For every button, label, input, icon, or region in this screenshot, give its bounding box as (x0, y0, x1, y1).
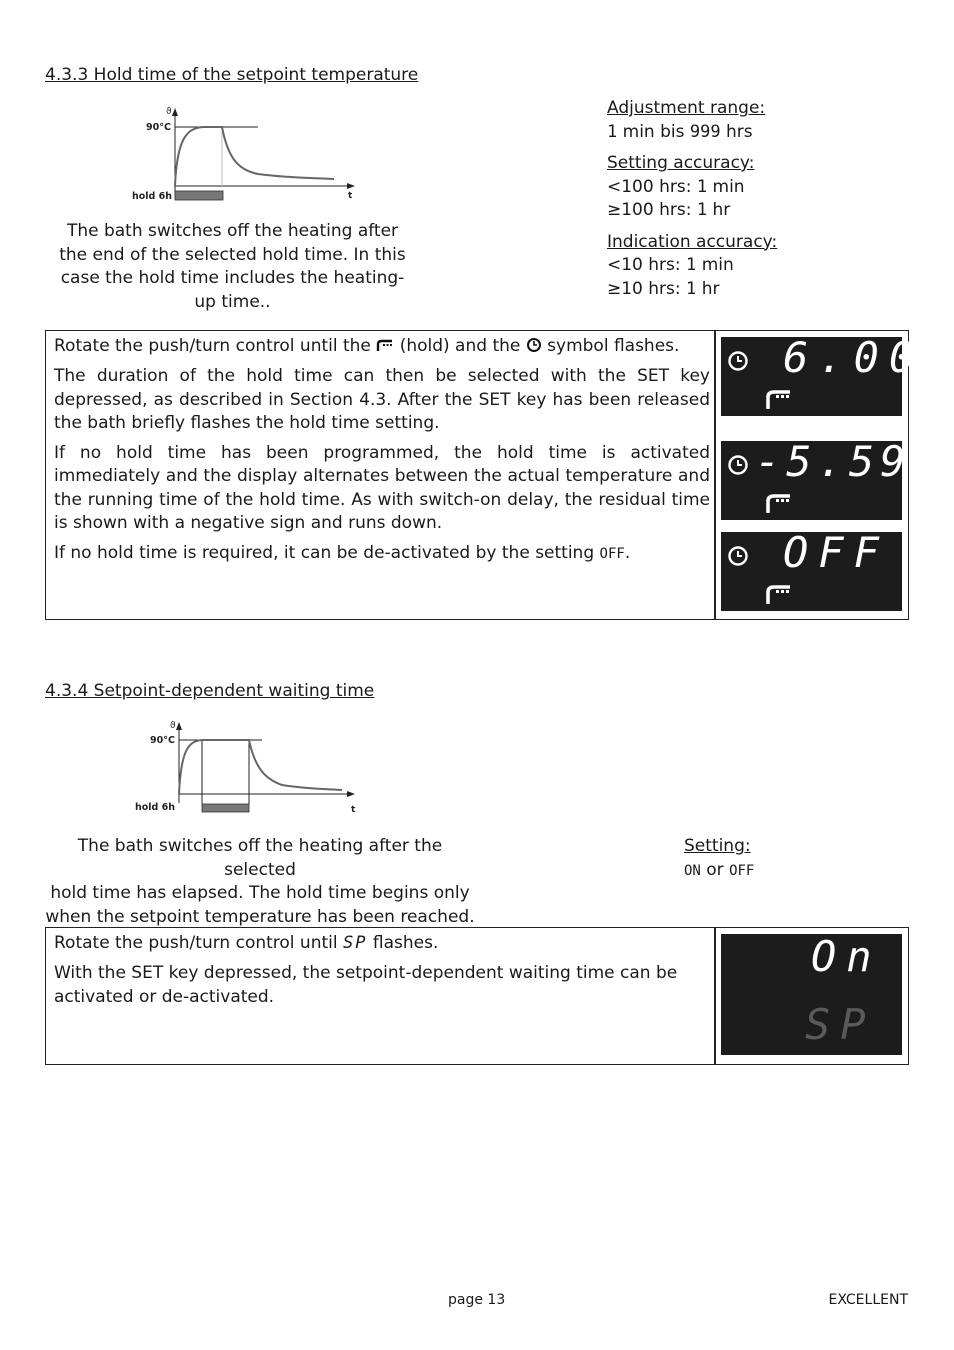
box-divider (714, 928, 716, 1064)
adjustment-range-title: Adjustment range: (607, 98, 766, 118)
graph-t-label: t (351, 805, 356, 815)
indication-accuracy-line1: <10 hrs: 1 min (607, 255, 734, 275)
instruction-rotate: Rotate the push/turn control until the (hold) and the symbol flashes. (54, 336, 680, 356)
graph-theta-label: ϑ (170, 721, 176, 731)
clock-icon (727, 350, 749, 372)
hold-icon (765, 582, 793, 606)
graph-hold-label: hold 6h (132, 191, 173, 202)
hold-time-instructions (54, 335, 710, 574)
setting-value: ON or OFF (684, 859, 755, 880)
instruction-duration: The duration of the hold time can then be selected with the SET key depressed, as described in Section 4.3. After the SET key has been released the bath briefly flashes the hold time setting. (54, 366, 710, 433)
display-value: -5.59 (755, 437, 912, 486)
graph-hold-label: hold 6h (135, 802, 176, 813)
hold-time-description: The bath switches off the heating after the end of the selected hold time. In this case the hold time includes the heating- up time.. (59, 221, 406, 312)
display-sp-on (721, 934, 902, 1055)
graph-temp-label: 90°C (150, 735, 175, 746)
adjustment-range-value: 1 min bis 999 hrs (607, 121, 753, 142)
display-value-top: On (811, 932, 882, 981)
hold-icon (376, 338, 394, 352)
setting-accuracy-title: Setting accuracy: (607, 153, 755, 173)
display-value: OFF (783, 528, 889, 577)
display-value-bottom: SP (805, 1000, 876, 1049)
clock-icon (727, 545, 749, 567)
hold-icon (765, 387, 793, 411)
setting-title: Setting: (684, 836, 751, 856)
instruction-deactivate: If no hold time is required, it can be de-activated by the setting OFF. (54, 543, 631, 564)
hold-time-graph (128, 100, 358, 205)
display-hold-off (721, 528, 902, 611)
indication-accuracy-line2: ≥10 hrs: 1 hr (607, 278, 720, 299)
display-hold-559 (721, 437, 912, 520)
product-name: EXCELLENT (828, 1292, 908, 1308)
specs-block (607, 97, 777, 301)
clock-icon (526, 337, 542, 353)
setting-accuracy-line2: ≥100 hrs: 1 hr (607, 200, 731, 220)
waiting-time-graph (132, 715, 362, 820)
section-heading-hold-time: 4.3.3 Hold time of the setpoint temperature (45, 65, 419, 85)
hold-time-instructions-box (45, 330, 925, 620)
graph-t-label: t (348, 191, 353, 201)
display-value: 6.00 (783, 333, 925, 382)
section-heading-waiting-time: 4.3.4 Setpoint-dependent waiting time (45, 681, 375, 701)
hold-icon (765, 491, 793, 515)
waiting-time-description: The bath switches off the heating after the selected hold time has elapsed. The hold time begins only when the setpoint temperature has been reached. (45, 836, 475, 927)
graph-theta-label: ϑ (166, 107, 172, 117)
instruction-no-hold: If no hold time has been programmed, the hold time is activated immediately and the display alternates between the actual temperature and the running time of the hold time. As with switch-on delay, the residual time is shown with a negative sign and runs down. (54, 443, 710, 534)
setting-block (684, 835, 754, 883)
box-divider (714, 331, 716, 619)
instruction-rotate-sp: Rotate the push/turn control until SP flashes. (54, 933, 439, 953)
setting-accuracy-line1: <100 hrs: 1 min (607, 176, 745, 197)
page-number: page 13 (448, 1292, 506, 1308)
indication-accuracy-title: Indication accuracy: (607, 231, 778, 252)
clock-icon (727, 454, 749, 476)
instruction-activate: With the SET key depressed, the setpoint-dependent waiting time can be activated or de-activated. (54, 963, 678, 1007)
waiting-time-instructions-box (45, 927, 909, 1065)
display-hold-600 (721, 333, 925, 416)
graph-temp-label: 90°C (146, 122, 171, 133)
waiting-time-instructions (54, 932, 710, 1016)
